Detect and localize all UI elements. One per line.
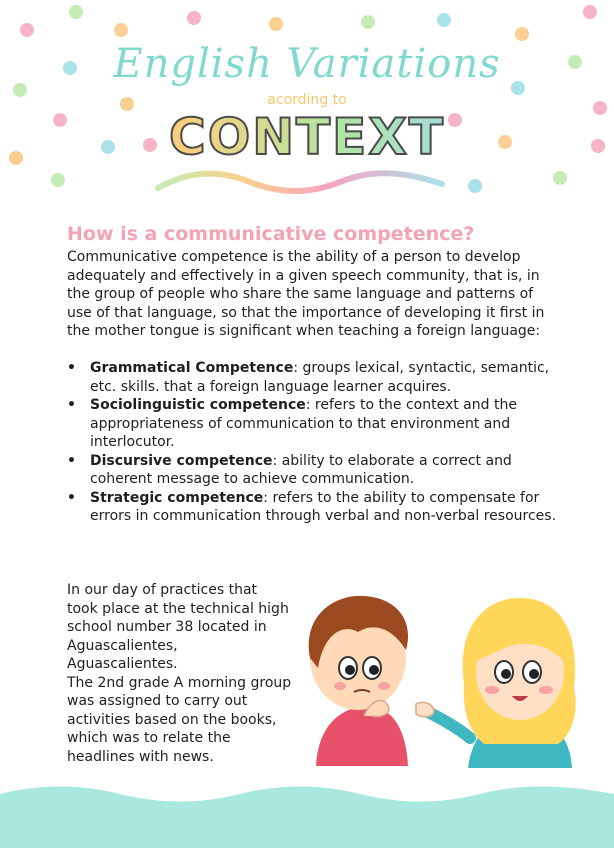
bullet-dot: • (67, 452, 76, 469)
list-item (67, 489, 557, 526)
practice-line-1: In our day of practices that took place at the technical high school number 38 located in Aguascalientes, Aguascalientes. (67, 582, 289, 672)
competence-list (67, 359, 557, 526)
boy-illustration (309, 596, 408, 766)
bullet-term: Sociolinguistic competence (90, 397, 306, 413)
section-question-heading: How is a communicative competence? (67, 223, 475, 245)
girl-illustration (416, 598, 576, 768)
context-title: CONTEXT (0, 108, 614, 166)
practice-paragraph (67, 581, 292, 766)
bullet-text: : ability to elaborate a correct and coherent message to achieve communication. (90, 452, 512, 487)
practice-line-2: The 2nd grade A morning group was assigned to carry out activities based on the books, which was to relate the headlines with news. (67, 674, 292, 765)
bullet-text: : groups lexical, syntactic, semantic, etc. skills. that a foreign language learner acquires. (90, 360, 550, 395)
list-item (67, 359, 557, 396)
list-item (67, 396, 557, 452)
bullet-term: Grammatical Competence (90, 360, 294, 376)
bullet-term: Discursive competence (90, 452, 273, 469)
children-talking-illustration (288, 588, 588, 768)
subtitle: acording to (267, 92, 347, 108)
rainbow-wave-decoration (150, 168, 450, 198)
bullet-dot: • (67, 397, 76, 413)
header (0, 0, 614, 166)
script-title: English Variations (113, 41, 501, 87)
bullet-dot: • (67, 360, 76, 376)
intro-paragraph: Communicative competence is the ability of a person to develop adequately and effectively in a given speech community, that is, in the group of people who share the same language and patterns of use of that language, so that the importance of developing it first in the mother tongue is significant when teaching a foreign language: (67, 249, 545, 339)
list-item (67, 452, 557, 489)
bullet-dot: • (67, 489, 76, 506)
bottom-wave-decoration (0, 780, 614, 848)
bullet-text: : refers to the context and the appropriateness of communication to that environment and interlocutor. (90, 397, 517, 450)
bullet-text: : refers to the ability to compensate for errors in communication through verbal and non-verbal resources. (90, 489, 557, 524)
bullet-term: Strategic competence (90, 489, 264, 506)
